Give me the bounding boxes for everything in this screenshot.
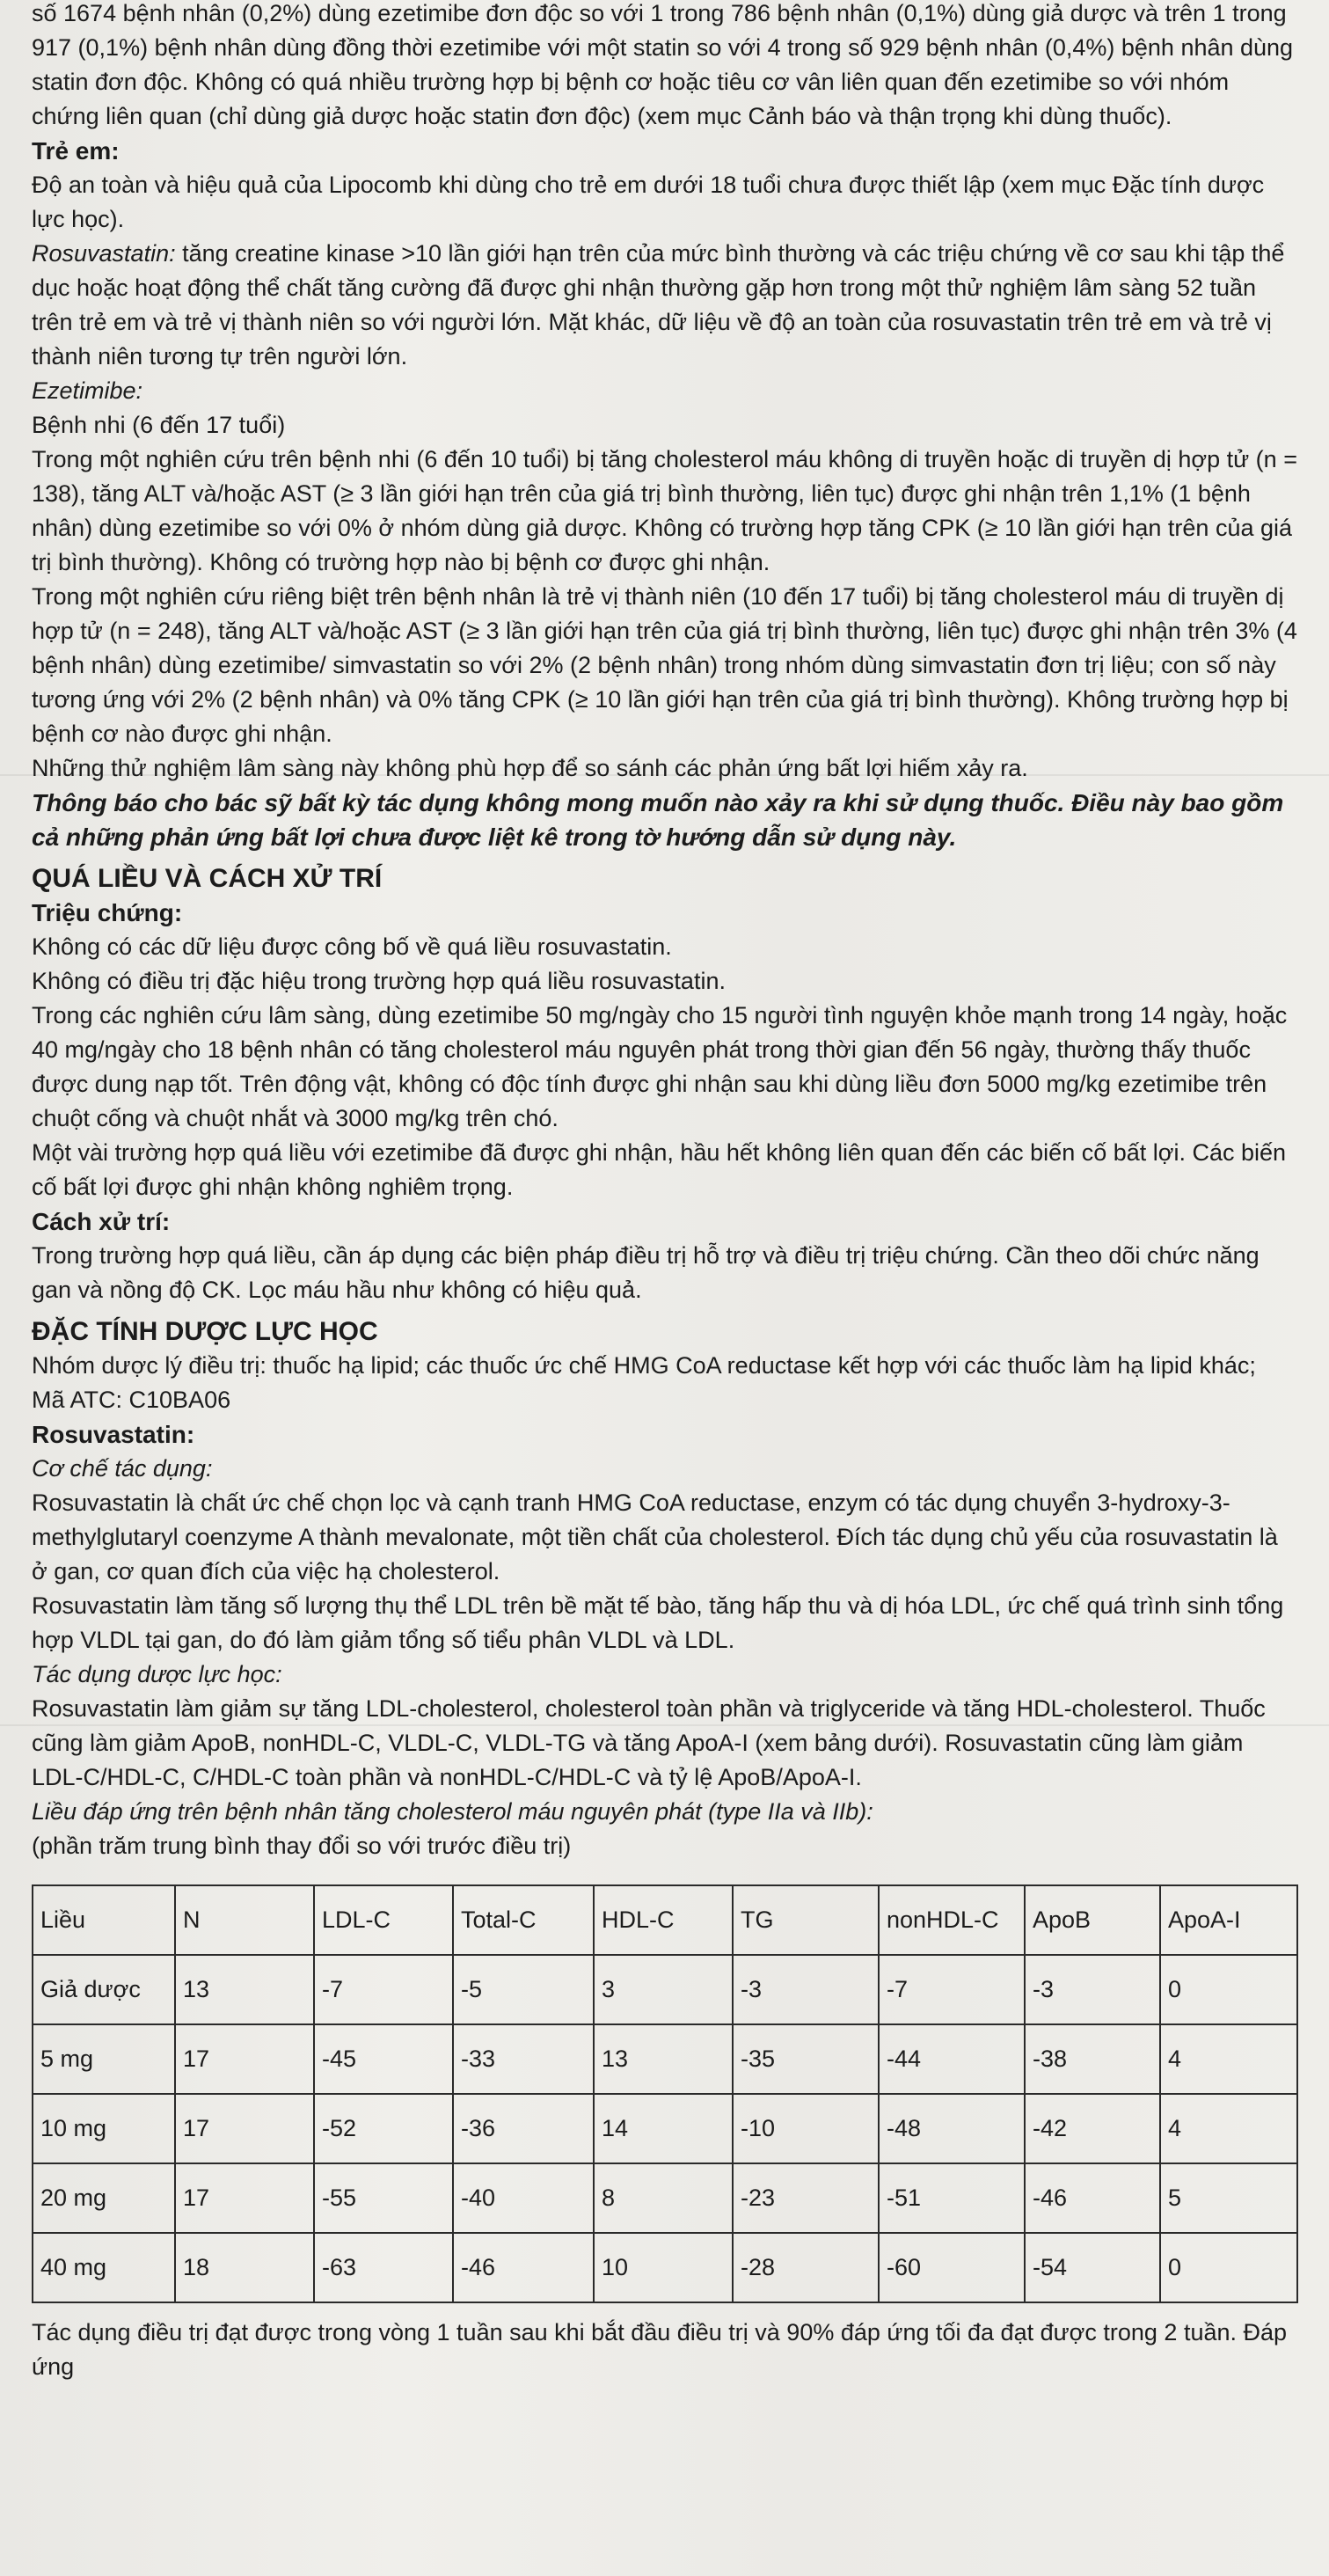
table-row	[33, 2163, 1297, 2233]
table-cell: -28	[733, 2233, 879, 2302]
table-row	[33, 2024, 1297, 2094]
body-paragraph: Trong một nghiên cứu riêng biệt trên bệnh nhân là trẻ vị thành niên (10 đến 17 tuổi) bị tăng cholesterol máu di truyền dị hợp tử (n = 248), tăng ALT và/hoặc AST (≥ 3 lần giới hạn trên của giá trị bình thường, liên tục) được ghi nhận trên 3% (4 bệnh nhân) dùng ezetimibe/ simvastatin so với 2% (2 bệnh nhân) trong nhóm dùng simvastatin đơn trị liệu; con số này tương ứng với 2% (2 bệnh nhân) và 0% tăng CPK (≥ 10 lần giới hạn trên của giá trị bình thường). Không trường hợp bị bệnh cơ nào được ghi nhận.	[32, 583, 1297, 747]
table-cell: Giả dược	[33, 1955, 175, 2024]
body-paragraph: Không có các dữ liệu được công bố về quá liều rosuvastatin.	[32, 933, 672, 960]
table-cell: -52	[314, 2094, 453, 2163]
table-cell: 13	[594, 2024, 733, 2094]
paper-fold	[0, 1724, 1329, 1726]
body-paragraph: Rosuvastatin làm tăng số lượng thụ thể LDL trên bề mặt tế bào, tăng hấp thu và dị hóa LDL, ức chế quá trình sinh tổng hợp VLDL tại gan, do đó làm giảm tổng số tiểu phân VLDL và LDL.	[32, 1592, 1284, 1653]
table-cell: 4	[1160, 2094, 1297, 2163]
body-paragraph: Rosuvastatin là chất ức chế chọn lọc và cạnh tranh HMG CoA reductase, enzym có tác dụng chuyển 3-hydroxy-3-methylglutaryl coenzyme A thành mevalonate, một tiền chất của cholesterol. Đích tác dụng chủ yếu của rosuvastatin là ở gan, cơ quan đích của việc hạ cholesterol.	[32, 1489, 1278, 1584]
table-header-cell: HDL-C	[594, 1885, 733, 1955]
table-cell: 3	[594, 1955, 733, 2024]
table-cell: -46	[453, 2233, 594, 2302]
table-cell: 17	[175, 2024, 314, 2094]
table-cell: -7	[314, 1955, 453, 2024]
table-header-cell: Liều	[33, 1885, 175, 1955]
table-cell: -10	[733, 2094, 879, 2163]
table-cell: -45	[314, 2024, 453, 2094]
label-mechanism: Cơ chế tác dụng:	[32, 1455, 213, 1482]
subheading-rosuvastatin: Rosuvastatin:	[32, 1421, 195, 1448]
table-cell: 14	[594, 2094, 733, 2163]
table-cell: -40	[453, 2163, 594, 2233]
body-paragraph: Trong một nghiên cứu trên bệnh nhi (6 đến 10 tuổi) bị tăng cholesterol máu không di truyền hoặc di truyền dị hợp tử (n = 138), tăng ALT và/hoặc AST (≥ 3 lần giới hạn trên của giá trị bình thường, liên tục) được ghi nhận trên 1,1% (1 bệnh nhân) dùng ezetimibe so với 0% ở nhóm dùng giả dược. Không có trường hợp tăng CPK (≥ 10 lần giới hạn trên của giá trị bình thường). Không có trường hợp nào bị bệnh cơ được ghi nhận.	[32, 446, 1297, 575]
label-rosuvastatin: Rosuvastatin:	[32, 240, 176, 267]
table-cell: -5	[453, 1955, 594, 2024]
table-cell: -54	[1025, 2233, 1160, 2302]
table-header-cell: TG	[733, 1885, 879, 1955]
table-header-cell: LDL-C	[314, 1885, 453, 1955]
table-caption: Liều đáp ứng trên bệnh nhân tăng cholesterol máu nguyên phát (type IIa và IIb):	[32, 1798, 873, 1825]
subheading-symptoms: Triệu chứng:	[32, 899, 183, 926]
table-cell: -51	[879, 2163, 1025, 2233]
table-cell: -33	[453, 2024, 594, 2094]
body-paragraph: Một vài trường hợp quá liều với ezetimibe đã được ghi nhận, hầu hết không liên quan đến các biến cố bất lợi. Các biến cố bất lợi được ghi nhận không nghiêm trọng.	[32, 1139, 1287, 1200]
table-header-cell: nonHDL-C	[879, 1885, 1025, 1955]
table-cell: -35	[733, 2024, 879, 2094]
table-cell: 17	[175, 2163, 314, 2233]
body-paragraph: Tác dụng điều trị đạt được trong vòng 1 tuần sau khi bắt đầu điều trị và 90% đáp ứng tối đa đạt được trong 2 tuần. Đáp ứng	[32, 2319, 1288, 2380]
body-paragraph: Trong các nghiên cứu lâm sàng, dùng ezetimibe 50 mg/ngày cho 15 người tình nguyện khỏe mạnh trong 14 ngày, hoặc 40 mg/ngày cho 18 bệnh nhân có tăng cholesterol máu nguyên phát trong thời gian đến 56 ngày, thường thấy thuốc được dung nạp tốt. Trên động vật, không có độc tính được ghi nhận sau khi dùng liều đơn 5000 mg/kg ezetimibe trên chuột cống và chuột nhắt và 3000 mg/kg trên chó.	[32, 1002, 1288, 1131]
table-cell: 5	[1160, 2163, 1297, 2233]
table-cell: 4	[1160, 2024, 1297, 2094]
table-row	[33, 2094, 1297, 2163]
table-cell: 13	[175, 1955, 314, 2024]
section-heading-overdose: QUÁ LIỀU VÀ CÁCH XỬ TRÍ	[32, 864, 383, 893]
table-cell: 10	[594, 2233, 733, 2302]
table-cell: -3	[733, 1955, 879, 2024]
table-cell: -36	[453, 2094, 594, 2163]
atc-code: Mã ATC: C10BA06	[32, 1387, 231, 1413]
paragraph-text: tăng creatine kinase >10 lần giới hạn trên của mức bình thường và các triệu chứng về cơ sau khi tập thể dục hoặc hoạt động thể chất tăng cường đã được ghi nhận thường gặp hơn trong một thử nghiệm lâm sàng 52 tuần trên trẻ em và trẻ vị thành niên so với người lớn. Mặt khác, dữ liệu về độ an toàn của rosuvastatin trên trẻ em và trẻ vị thành niên tương tự trên người lớn.	[32, 240, 1285, 370]
body-paragraph: Bệnh nhi (6 đến 17 tuổi)	[32, 412, 286, 438]
table-cell: 18	[175, 2233, 314, 2302]
table-row	[33, 2233, 1297, 2302]
body-paragraph: số 1674 bệnh nhân (0,2%) dùng ezetimibe đơn độc so với 1 trong 786 bệnh nhân (0,1%) dùng giả dược và trên 1 trong 917 (0,1%) bệnh nhân dùng đồng thời ezetimibe với một statin so với 4 trong số 929 bệnh nhân (0,4%) bệnh nhân dùng statin đơn độc. Không có quá nhiều trường hợp bị bệnh cơ hoặc tiêu cơ vân liên quan đến ezetimibe so với nhóm chứng liên quan (chỉ dùng giả dược hoặc statin đơn độc) (xem mục Cảnh báo và thận trọng khi dùng thuốc).	[32, 0, 1294, 129]
notice-paragraph: Thông báo cho bác sỹ bất kỳ tác dụng không mong muốn nào xảy ra khi sử dụng thuốc. Điều này bao gồm cả những phản ứng bất lợi chưa được liệt kê trong tờ hướng dẫn sử dụng này.	[32, 789, 1284, 851]
table-cell: 10 mg	[33, 2094, 175, 2163]
table-cell: -63	[314, 2233, 453, 2302]
subheading-treatment: Cách xử trí:	[32, 1208, 171, 1235]
table-header-cell: Total-C	[453, 1885, 594, 1955]
label-pharmacodynamic-effect: Tác dụng dược lực học:	[32, 1661, 282, 1687]
table-cell: 17	[175, 2094, 314, 2163]
body-paragraph	[32, 237, 1297, 374]
table-cell: -42	[1025, 2094, 1160, 2163]
section-heading-pharmacodynamics: ĐẶC TÍNH DƯỢC LỰC HỌC	[32, 1317, 378, 1346]
table-cell: -7	[879, 1955, 1025, 2024]
paper-fold	[0, 774, 1329, 776]
table-cell: -48	[879, 2094, 1025, 2163]
body-paragraph: Nhóm dược lý điều trị: thuốc hạ lipid; các thuốc ức chế HMG CoA reductase kết hợp với các thuốc làm hạ lipid khác;	[32, 1352, 1256, 1379]
body-paragraph: Trong trường hợp quá liều, cần áp dụng các biện pháp điều trị hỗ trợ và điều trị triệu chứng. Cần theo dõi chức năng gan và nồng độ CK. Lọc máu hầu như không có hiệu quả.	[32, 1242, 1260, 1303]
dose-response-table	[32, 1884, 1298, 2303]
body-paragraph: Những thử nghiệm lâm sàng này không phù hợp để so sánh các phản ứng bất lợi hiếm xảy ra.	[32, 755, 1028, 781]
body-paragraph: Rosuvastatin làm giảm sự tăng LDL-cholesterol, cholesterol toàn phần và triglyceride và tăng HDL-cholesterol. Thuốc cũng làm giảm ApoB, nonHDL-C, VLDL-C, VLDL-TG và tăng ApoA-I (xem bảng dưới). Rosuvastatin cũng làm giảm LDL-C/HDL-C, C/HDL-C toàn phần và nonHDL-C/HDL-C và tỷ lệ ApoB/ApoA-I.	[32, 1695, 1266, 1790]
table-cell: 8	[594, 2163, 733, 2233]
table-cell: -23	[733, 2163, 879, 2233]
table-cell: 20 mg	[33, 2163, 175, 2233]
table-header-cell: ApoA-I	[1160, 1885, 1297, 1955]
table-cell: -46	[1025, 2163, 1160, 2233]
body-paragraph: Không có điều trị đặc hiệu trong trường hợp quá liều rosuvastatin.	[32, 968, 726, 994]
table-cell: 5 mg	[33, 2024, 175, 2094]
table-cell: -3	[1025, 1955, 1160, 2024]
table-cell: 0	[1160, 2233, 1297, 2302]
table-cell: 40 mg	[33, 2233, 175, 2302]
table-subcaption: (phần trăm trung bình thay đổi so với trước điều trị)	[32, 1833, 572, 1859]
table-header-cell: N	[175, 1885, 314, 1955]
table-cell: -38	[1025, 2024, 1160, 2094]
table-row	[33, 1955, 1297, 2024]
table-cell: -44	[879, 2024, 1025, 2094]
table-cell: -60	[879, 2233, 1025, 2302]
table-header-row	[33, 1885, 1297, 1955]
label-ezetimibe: Ezetimibe:	[32, 377, 143, 404]
section-heading-children: Trẻ em:	[32, 137, 120, 165]
table-cell: -55	[314, 2163, 453, 2233]
table-header-cell: ApoB	[1025, 1885, 1160, 1955]
body-paragraph: Độ an toàn và hiệu quả của Lipocomb khi dùng cho trẻ em dưới 18 tuổi chưa được thiết lập (xem mục Đặc tính dược lực học).	[32, 172, 1265, 232]
table-cell: 0	[1160, 1955, 1297, 2024]
